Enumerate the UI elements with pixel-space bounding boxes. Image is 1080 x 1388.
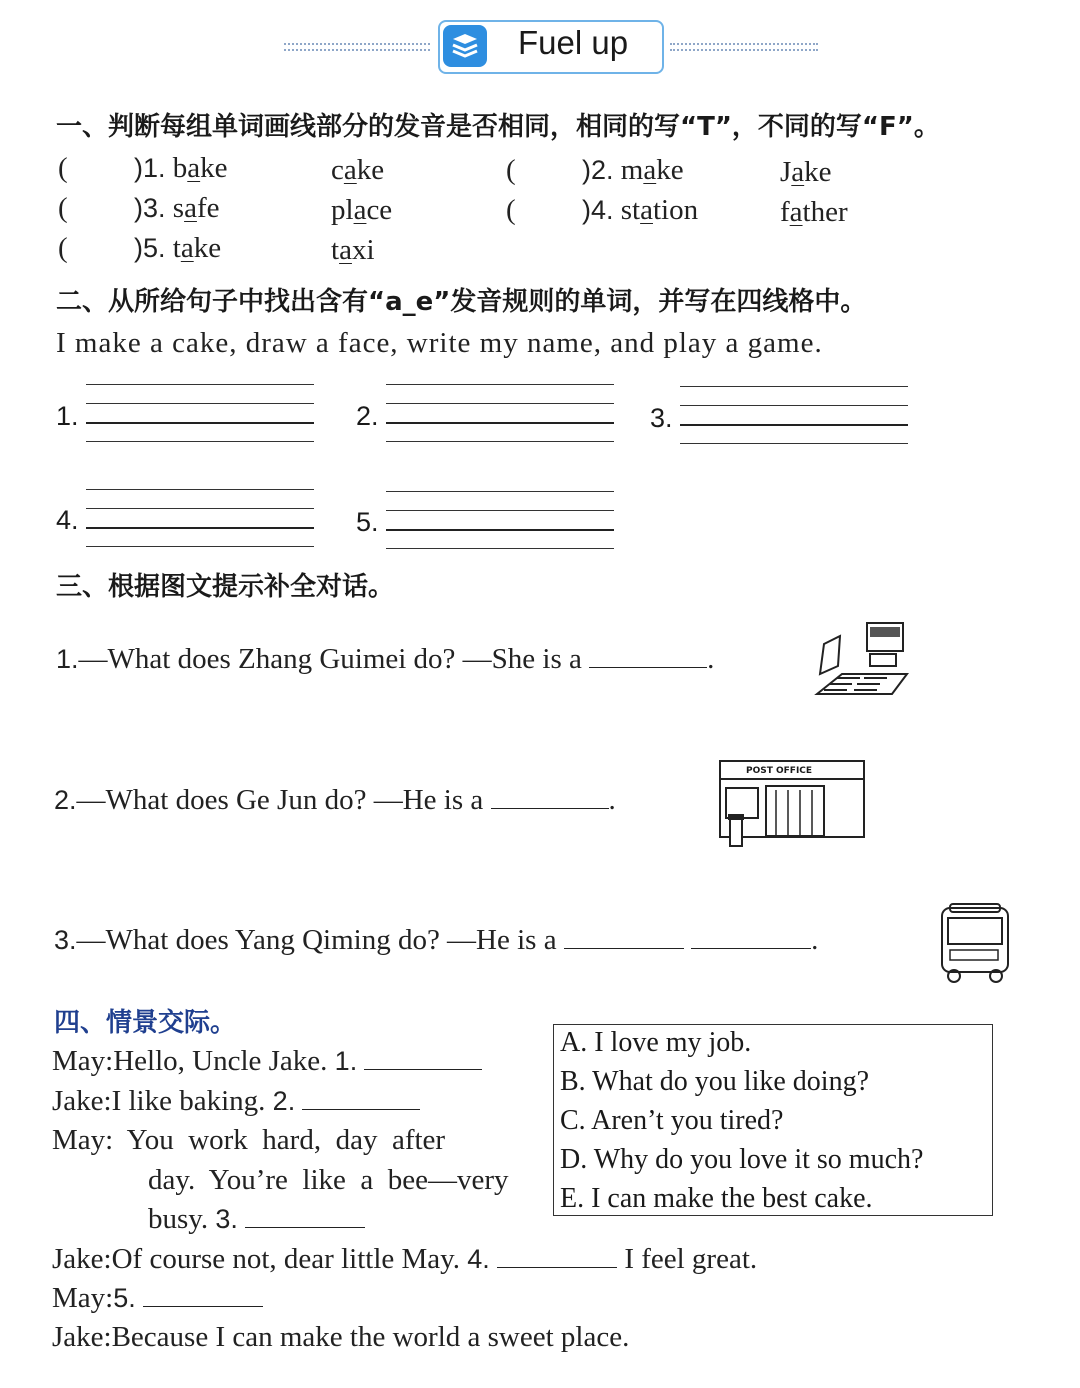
- fourline-label-1: 1.: [56, 401, 79, 431]
- item-1-pair: cake: [331, 154, 385, 186]
- question-1: 1.—What does Zhang Guimei do? —She is a .: [56, 643, 715, 675]
- fourline-grid-1[interactable]: [86, 384, 314, 444]
- classroom-illustration: [812, 618, 912, 700]
- item-2-pair: Jake: [780, 156, 832, 188]
- dialogue-line-1: May:Hello, Uncle Jake. 1.: [52, 1045, 482, 1078]
- section4-title: 四、情景交际。: [54, 1008, 237, 1038]
- answer-blank-1[interactable]: [589, 643, 707, 668]
- answer-blank-2[interactable]: [491, 784, 609, 809]
- option-d: D. Why do you love it so much?: [560, 1144, 924, 1175]
- dialogue-blank-5[interactable]: [143, 1282, 263, 1307]
- answer-paren[interactable]: (: [58, 232, 68, 264]
- item-5-pair: taxi: [331, 234, 375, 266]
- dialogue-line-6: Jake:Because I can make the world a sweet place.: [52, 1321, 630, 1353]
- answer-paren[interactable]: (: [58, 152, 68, 184]
- option-a: A. I love my job.: [560, 1027, 752, 1058]
- option-b: B. What do you like doing?: [560, 1066, 869, 1097]
- bus-illustration: [936, 900, 1014, 984]
- dialogue-blank-2[interactable]: [302, 1085, 420, 1110]
- fourline-label-3: 3.: [650, 403, 673, 433]
- item-1: )1. bake: [134, 152, 228, 184]
- page-title: Fuel up: [518, 24, 629, 61]
- fourline-grid-3[interactable]: [680, 386, 908, 446]
- dialogue-blank-4[interactable]: [497, 1243, 617, 1268]
- question-3: 3.—What does Yang Qiming do? —He is a .: [54, 924, 819, 956]
- answer-paren[interactable]: (: [506, 154, 516, 186]
- options-box: [553, 1024, 993, 1216]
- item-4-pair: father: [780, 196, 848, 228]
- item-3: )3. safe: [134, 192, 220, 224]
- dialogue-line-3: May: You work hard, day after: [52, 1124, 446, 1156]
- answer-blank-3a[interactable]: [564, 924, 684, 949]
- fourline-label-5: 5.: [356, 507, 379, 537]
- dialogue-line-3c: busy. 3.: [148, 1203, 365, 1236]
- books-stack-icon: [443, 25, 487, 67]
- section3-title: 三、根据图文提示补全对话。: [56, 572, 395, 602]
- item-2: )2. make: [582, 154, 684, 186]
- dialogue-line-2: Jake:I like baking. 2.: [52, 1085, 420, 1118]
- option-c: C. Aren’t you tired?: [560, 1105, 784, 1136]
- fourline-grid-2[interactable]: [386, 384, 614, 444]
- dialogue-blank-3[interactable]: [245, 1203, 365, 1228]
- answer-paren[interactable]: (: [506, 194, 516, 226]
- item-3-pair: place: [331, 194, 393, 226]
- answer-blank-3b[interactable]: [691, 924, 811, 949]
- item-5: )5. take: [134, 232, 222, 264]
- fourline-grid-5[interactable]: [386, 491, 614, 551]
- question-2: 2.—What does Ge Jun do? —He is a .: [54, 784, 616, 816]
- dialogue-line-4: Jake:Of course not, dear little May. 4. I feel great.: [52, 1243, 758, 1275]
- dialogue-line-5: May:5.: [52, 1282, 263, 1315]
- fourline-label-2: 2.: [356, 401, 379, 431]
- item-4: )4. station: [582, 194, 699, 226]
- dialogue-blank-1[interactable]: [364, 1045, 482, 1070]
- section2-title: 二、从所给句子中找出含有“a_e”发音规则的单词，并写在四线格中。: [56, 287, 867, 317]
- section1-title: 一、判断每组单词画线部分的发音是否相同，相同的写“T”，不同的写“F”。: [56, 112, 940, 142]
- header-right-ornament: [670, 43, 818, 51]
- section2-sentence: I make a cake, draw a face, write my name, and play a game.: [56, 327, 823, 359]
- fourline-label-4: 4.: [56, 505, 79, 535]
- dialogue-line-3b: day. You’re like a bee—very: [148, 1164, 509, 1196]
- answer-paren[interactable]: (: [58, 192, 68, 224]
- fourline-grid-4[interactable]: [86, 489, 314, 549]
- post-office-illustration: [718, 758, 866, 850]
- option-e: E. I can make the best cake.: [560, 1183, 873, 1214]
- post-office-sign: POST OFFICE: [746, 766, 813, 776]
- header-left-ornament: [284, 43, 430, 51]
